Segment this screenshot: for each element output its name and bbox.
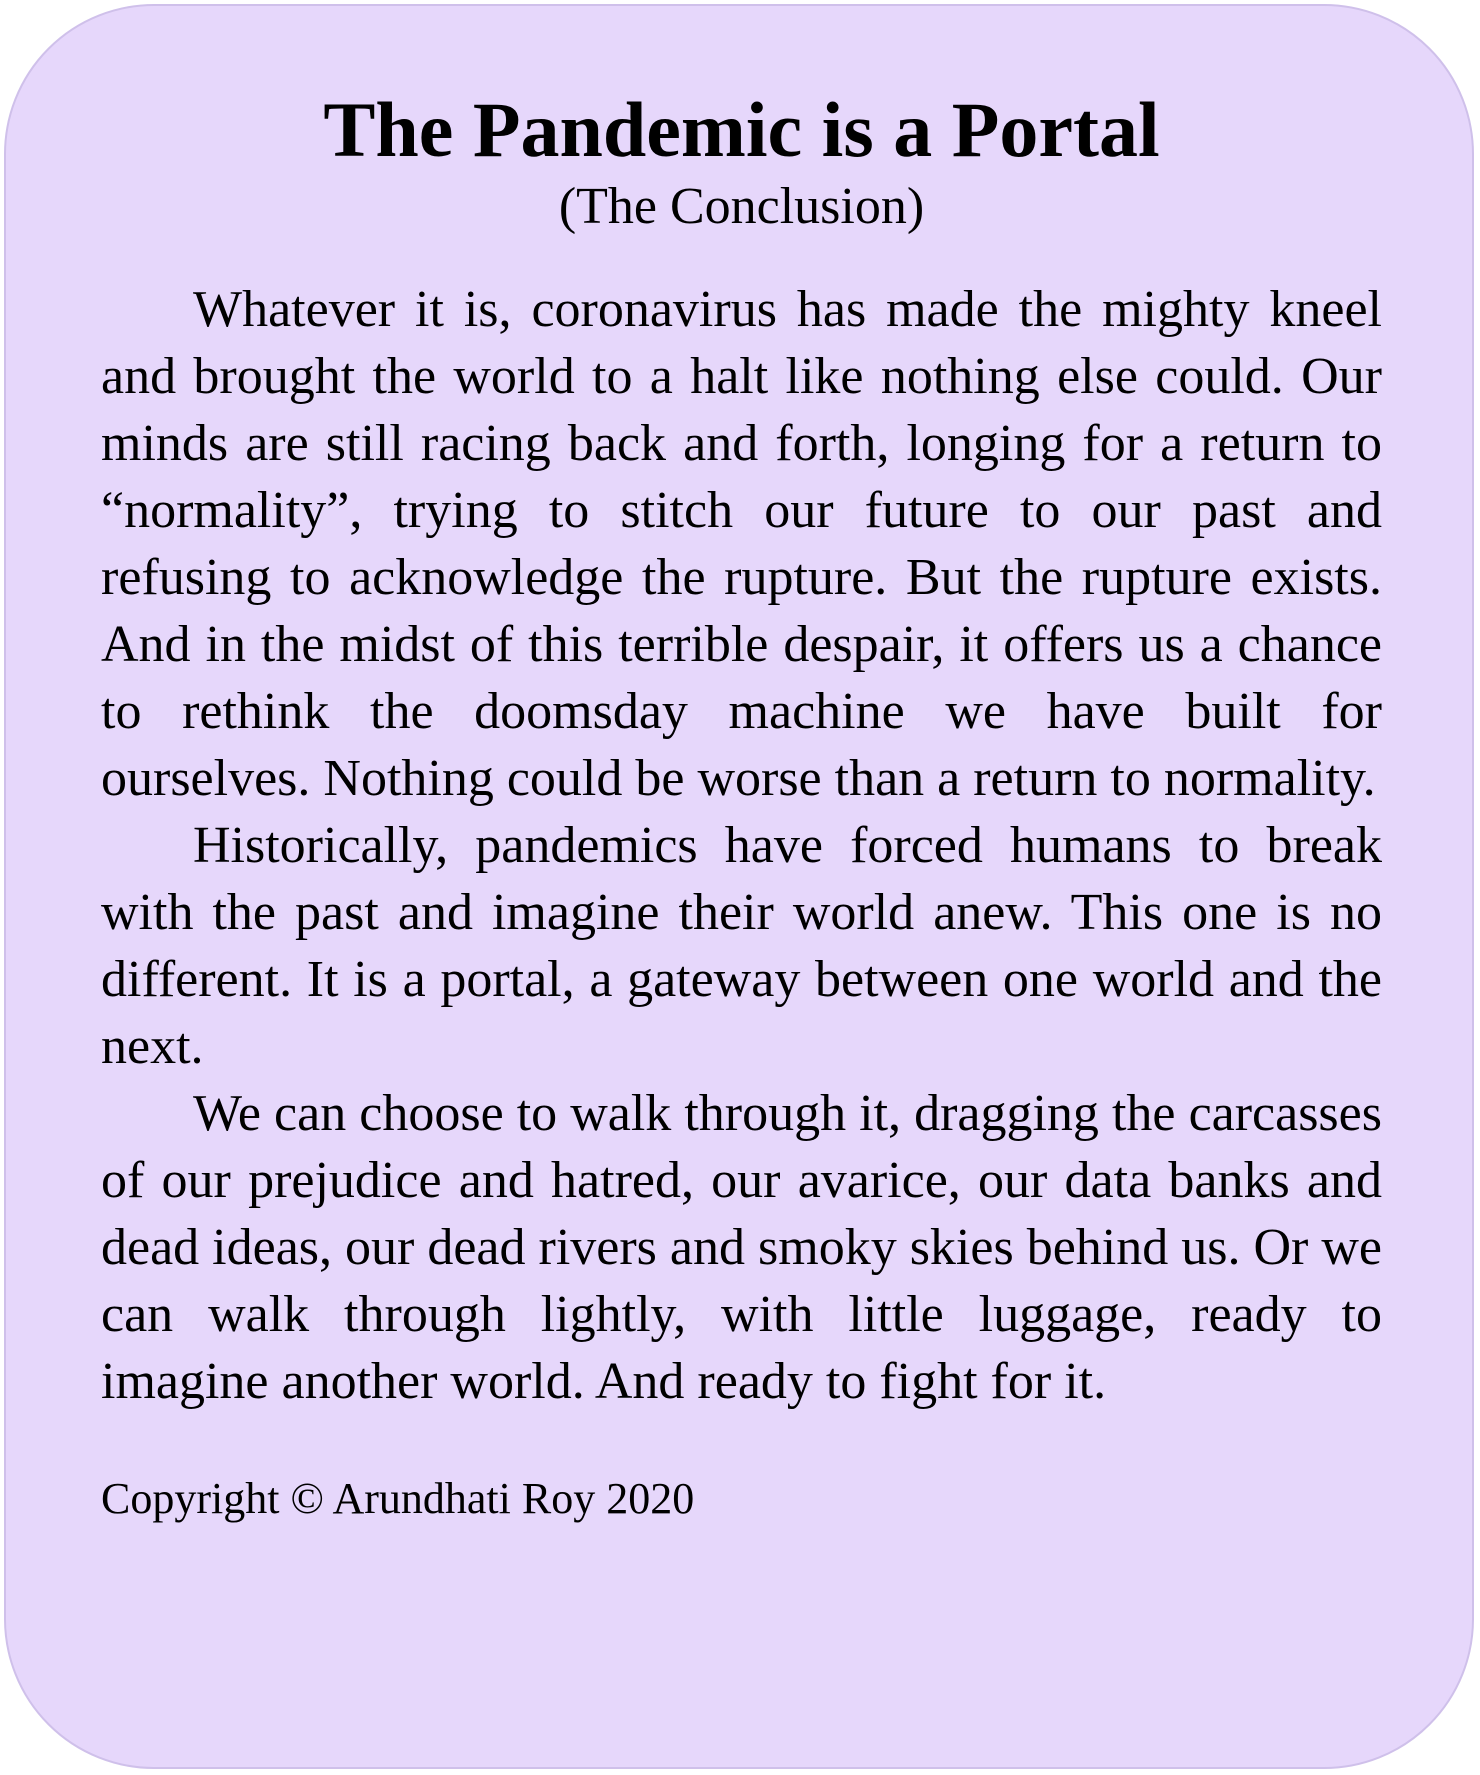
paragraph-3: We can choose to walk through it, dragging the carcasses of our prejudice and hatred, our avarice, our data banks and dead ideas, our dead rivers and smoky skies behind us. Or we can walk through lightly, with little luggage, ready to imagine another world. And ready to fight for it. <box>101 1085 1382 1410</box>
copyright-notice: Copyright © Arundhati Roy 2020 <box>101 1474 695 1523</box>
excerpt-card <box>4 4 1474 1769</box>
excerpt-body <box>101 276 1382 1415</box>
paragraph-1: Whatever it is, coronavirus has made the mighty kneel and brought the world to a halt like nothing else could. Our minds are still racing back and forth, longing for a return to “normality”, trying to stitch our future to our past and refusing to acknowledge the rupture. But the rupture exists. And in the midst of this terrible despair, it offers us a chance to rethink the doomsday machine we have built for ourselves. Nothing could be worse than a return to normality. <box>101 281 1382 807</box>
page-title: The Pandemic is a Portal <box>323 86 1160 173</box>
excerpt-content <box>101 84 1382 1525</box>
page-subtitle: (The Conclusion) <box>558 178 925 235</box>
paragraph-2: Historically, pandemics have forced humans to break with the past and imagine their world anew. This one is no different. It is a portal, a gateway between one world and the next. <box>101 817 1382 1075</box>
